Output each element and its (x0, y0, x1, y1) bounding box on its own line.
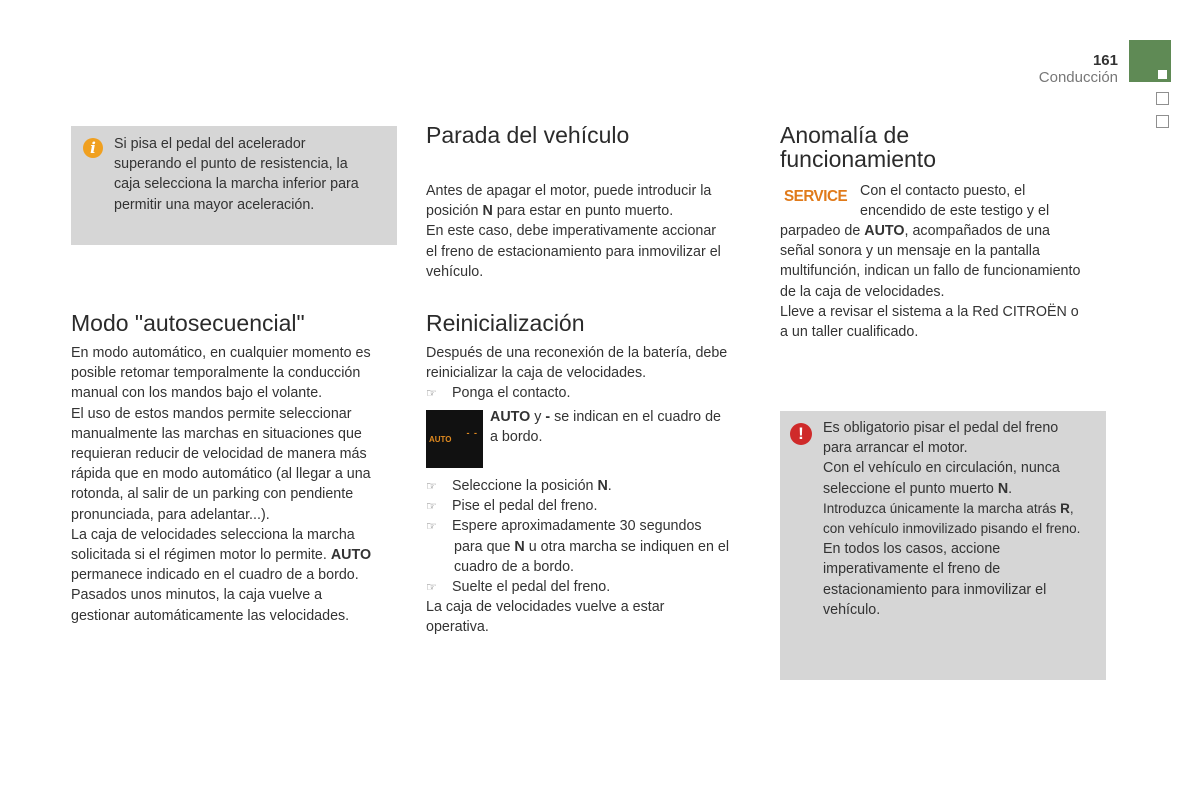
text-line: con vehículo inmovilizado pisando el freno. (823, 521, 1081, 537)
text-line: Con el contacto puesto, el (860, 183, 1026, 199)
text-span: Seleccione la posición (452, 478, 598, 494)
bold-span: N (482, 203, 493, 220)
pointer-icon: ☞ (426, 479, 437, 493)
text-span: . (1008, 480, 1013, 497)
text-span: Ponga el contacto. (452, 385, 571, 402)
text-span: , acompañados de una (904, 223, 1050, 239)
auto-bold: AUTO (330, 547, 372, 564)
text-span: para estar en punto muerto. (492, 203, 674, 220)
pointer-icon: ☞ (426, 519, 437, 534)
warning-icon: ! (790, 423, 812, 445)
text-line (780, 221, 1120, 241)
chapter-title: Conducción (1038, 69, 1118, 86)
text-span: . (607, 478, 612, 494)
parada-heading: Parada del vehículo (426, 122, 630, 148)
text-line (426, 201, 756, 221)
page-number: 161 (1092, 52, 1118, 69)
auto-display-image (426, 410, 483, 468)
text-line: operativa. (426, 619, 489, 636)
text-span: Introduzca únicamente la marcha atrás (823, 500, 1061, 516)
display-auto-text: AUTO (429, 435, 452, 444)
text-line (823, 499, 1103, 519)
info-icon: i (83, 138, 103, 158)
reinicializacion-steps (426, 476, 756, 638)
text-line: imperativamente el freno de (823, 561, 1001, 578)
info-box-text (114, 134, 394, 215)
nav-box-1 (1156, 92, 1169, 105)
text-line: Antes de apagar el motor, puede introducir la (426, 183, 712, 199)
list-item (426, 516, 756, 536)
text-span: , (1069, 500, 1074, 516)
text-line: cuadro de a bordo. (454, 558, 575, 575)
text-line: vehículo. (426, 263, 484, 280)
list-item (426, 383, 756, 403)
text-line (490, 407, 750, 427)
anomalia-text (780, 221, 1120, 342)
text-span: Pise el pedal del freno. (452, 498, 598, 515)
auto-caption (490, 407, 750, 447)
list-item (426, 496, 756, 516)
info-line: superando el punto de resistencia, la (114, 156, 348, 173)
text-line: multifunción, indican un fallo de funcionamiento (780, 263, 1081, 280)
info-line: Si pisa el pedal del acelerador (114, 136, 306, 152)
display-dash-text: - - (466, 428, 478, 438)
bold-span: N (514, 538, 525, 555)
text-line: La caja de velocidades selecciona la marcha (71, 526, 355, 543)
text-line: pronunciada, para adelantar...). (71, 506, 270, 523)
text-line: Lleve a revisar el sistema a la Red CITROËN o (780, 303, 1079, 320)
parada-text (426, 181, 756, 282)
bold-span: N (597, 478, 608, 494)
text-line: rotonda, al salir de un parking con pendiente (71, 486, 354, 503)
autosecuencial-text (71, 343, 401, 626)
text-line: manual con los mandos bajo el volante. (71, 385, 323, 402)
text-line: En este caso, debe imperativamente accionar (426, 223, 717, 240)
bold-span: R (1060, 500, 1070, 516)
text-line: Pasados unos minutos, la caja vuelve a (71, 587, 323, 604)
text-line: En modo automático, en cualquier momento es (71, 345, 371, 361)
tab-marker (1158, 70, 1167, 79)
text-line (71, 545, 401, 565)
text-span: para que (454, 538, 515, 555)
text-line: vehículo. (823, 601, 881, 618)
text-line: gestionar automáticamente las velocidades. (71, 607, 350, 624)
text-line: La caja de velocidades vuelve a estar (426, 599, 665, 616)
text-span: parpadeo de (780, 223, 865, 239)
text-line: señal sonora y un mensaje en la pantalla (780, 243, 1040, 260)
autosecuencial-heading: Modo "autosecuencial" (71, 310, 305, 336)
bold-span: AUTO (864, 223, 905, 239)
text-line: posible retomar temporalmente la conducción (71, 365, 361, 382)
bold-span: N (997, 480, 1009, 497)
text-line: para arrancar el motor. (823, 440, 968, 457)
text-line: de la caja de velocidades. (780, 283, 945, 300)
text-line: rápida que en modo automático (al llegar a una (71, 466, 371, 483)
text-span: seleccione el punto muerto (823, 480, 998, 497)
text-line (823, 479, 1103, 499)
pointer-icon: ☞ (426, 499, 437, 514)
text-line: estacionamiento para inmovilizar el (823, 581, 1047, 598)
chapter-tab (1129, 40, 1171, 82)
text-line: manualmente las marchas en situaciones que (71, 425, 362, 442)
text-span: y (530, 409, 546, 425)
bold-span: - (545, 409, 551, 425)
info-line: permitir una mayor aceleración. (114, 196, 315, 213)
reinicializacion-heading: Reinicialización (426, 310, 585, 336)
list-item (426, 577, 756, 597)
anomalia-text-top (860, 181, 1110, 221)
text-line (426, 537, 756, 557)
nav-box-2 (1156, 115, 1169, 128)
text-span: Suelte el pedal del freno. (452, 579, 611, 596)
anomalia-heading (780, 123, 936, 171)
text-line: a un taller cualificado. (780, 324, 919, 341)
info-line: caja selecciona la marcha inferior para (114, 176, 359, 193)
list-item (426, 476, 756, 496)
text-line: el freno de estacionamiento para inmovilizar el (426, 243, 721, 260)
service-warning-icon: SERVICE (784, 188, 848, 205)
text-line: requieran reducir de velocidad de manera más (71, 446, 367, 463)
pointer-icon: ☞ (426, 386, 437, 401)
text-line: a bordo. (490, 429, 543, 446)
text-span: Espere aproximadamente 30 segundos (452, 518, 702, 535)
text-line: Es obligatorio pisar el pedal del freno (823, 420, 1059, 436)
heading-line: Anomalía de (780, 122, 910, 148)
text-line: El uso de estos mandos permite seleccionar (71, 405, 352, 422)
text-line: encendido de este testigo y el (860, 203, 1050, 220)
text-line: En todos los casos, accione (823, 541, 1001, 558)
text-span: u otra marcha se indiquen en el (524, 538, 730, 555)
text-line: reinicializar la caja de velocidades. (426, 365, 647, 382)
text-span: posición (426, 203, 483, 220)
warning-box-text (823, 418, 1103, 620)
text-span: se indican en el cuadro de (550, 409, 721, 425)
pointer-icon: ☞ (426, 580, 437, 595)
heading-line: funcionamiento (780, 146, 936, 172)
text-line: Con el vehículo en circulación, nunca (823, 460, 1060, 477)
text-line: Después de una reconexión de la batería, debe (426, 345, 728, 361)
text-line: permanece indicado en el cuadro de a bordo. (71, 567, 359, 584)
text-span: solicitada si el régimen motor lo permite. (71, 547, 327, 564)
reinicializacion-intro (426, 343, 756, 404)
bold-span: AUTO (490, 409, 531, 425)
